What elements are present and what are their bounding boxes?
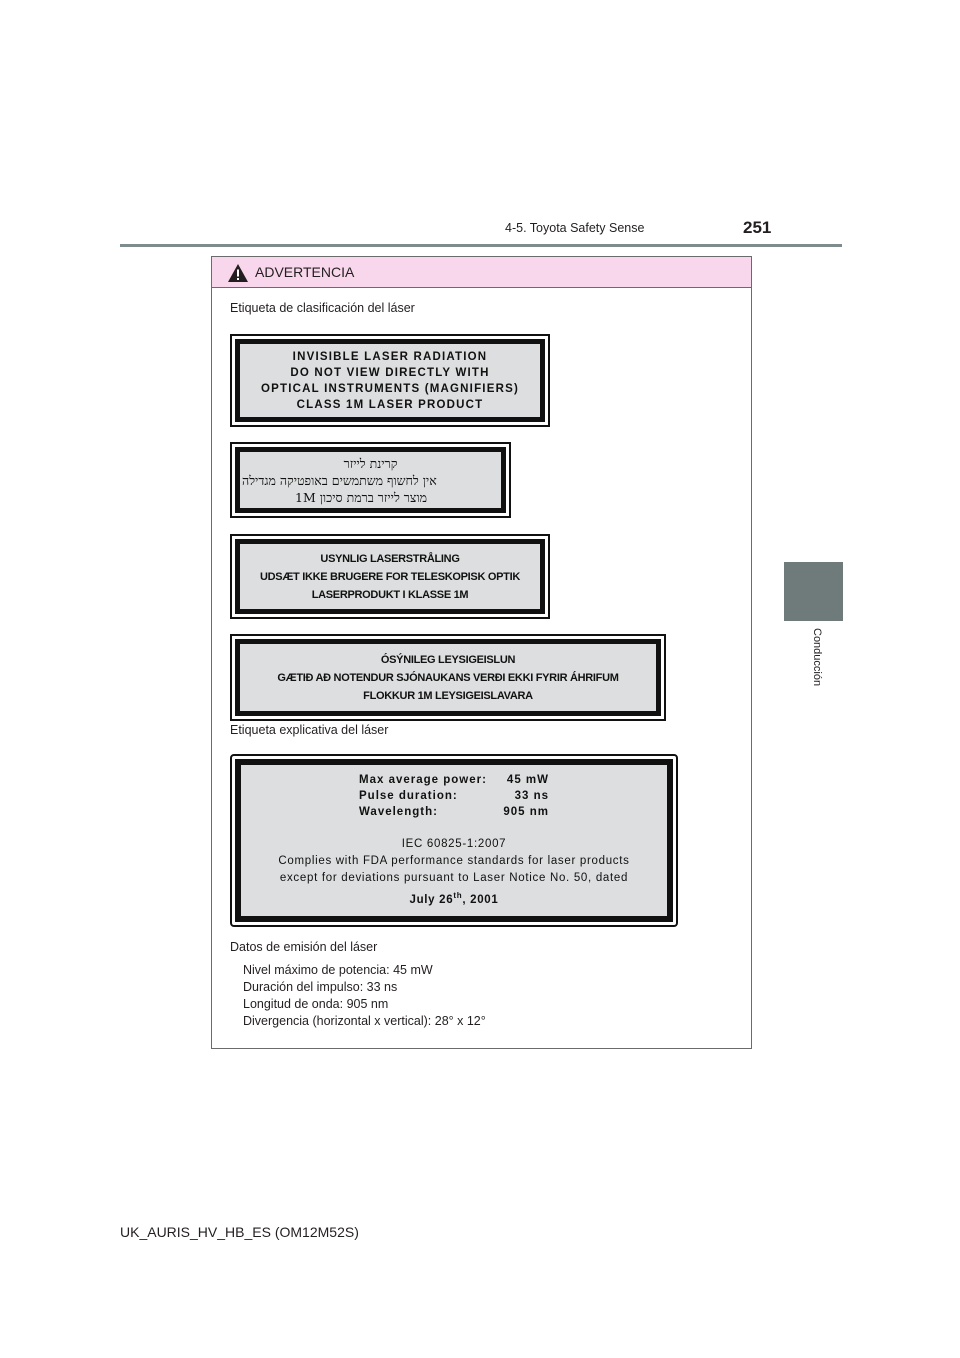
spec-row xyxy=(359,804,549,820)
explanatory-laser-label xyxy=(230,754,678,927)
label-line: ÓSÝNILEG LEYSIGEISLUN xyxy=(380,653,516,666)
icelandic-laser-label xyxy=(230,634,666,721)
label-line: INVISIBLE LASER RADIATION xyxy=(292,350,488,363)
spec-value: 905 nm xyxy=(503,806,549,819)
english-laser-label xyxy=(230,334,550,427)
emission-line: Duración del impulso: 33 ns xyxy=(243,980,398,994)
page-number: 251 xyxy=(743,218,772,237)
caption-classification: Etiqueta de clasificación del láser xyxy=(230,301,415,315)
chapter-number: 4 xyxy=(810,1141,817,1153)
spec-value: 33 ns xyxy=(514,790,549,803)
date-suffix-sup: th xyxy=(453,891,463,901)
label-line: LASERPRODUKT I KLASSE 1M xyxy=(311,588,469,601)
compliance-line: Complies with FDA performance standards for laser products xyxy=(278,855,630,868)
danish-laser-label xyxy=(230,534,550,619)
label-line: USYNLIG LASERSTRÅLING xyxy=(320,552,460,565)
emission-line: Longitud de onda: 905 nm xyxy=(243,997,389,1011)
label-line: GÆTIÐ AÐ NOTENDUR SJÓNAUKANS VERÐI EKKI FYRIR ÁHRIFUM xyxy=(277,671,619,684)
spec-value: 45 mW xyxy=(506,774,549,787)
chapter-label: Conducción xyxy=(811,628,823,687)
spec-key: Max average power: xyxy=(359,774,487,787)
warning-header xyxy=(212,257,751,288)
section-title: 4-5. Toyota Safety Sense xyxy=(505,221,645,235)
label-line: OPTICAL INSTRUMENTS (MAGNIFIERS) xyxy=(261,382,519,395)
label-line: UDSÆT IKKE BRUGERE FOR TELESKOPISK OPTIK xyxy=(260,570,520,583)
label-line: FLOKKUR 1M LEYSIGEISLAVARA xyxy=(363,689,533,702)
caption-emission: Datos de emisión del láser xyxy=(230,940,378,954)
spec-row xyxy=(359,788,549,804)
emission-line: Divergencia (horizontal x vertical): 28° x 12° xyxy=(243,1014,486,1028)
warning-triangle-icon xyxy=(227,263,249,283)
date-suffix: , 2001 xyxy=(462,893,499,906)
label-line: קרינת לייזר xyxy=(343,455,398,471)
label-line: אין לחשוף משתמשים באופטיקה מגדילה xyxy=(242,472,437,488)
spec-row xyxy=(359,772,549,788)
standard-line: IEC 60825-1:2007 xyxy=(401,838,507,851)
warning-title: ADVERTENCIA xyxy=(255,264,355,280)
date-line xyxy=(409,887,498,909)
label-line: DO NOT VIEW DIRECTLY WITH xyxy=(290,366,490,379)
label-line: CLASS 1M LASER PRODUCT xyxy=(296,398,484,411)
spec-key: Wavelength: xyxy=(359,806,438,819)
emission-line: Nivel máximo de potencia: 45 mW xyxy=(243,963,433,977)
caption-explanatory: Etiqueta explicativa del láser xyxy=(230,723,389,737)
hebrew-laser-label xyxy=(230,442,511,518)
header-divider xyxy=(120,244,842,247)
date-prefix: July 26 xyxy=(409,893,454,906)
label-line: מוצר לייזר ברמת סיכון 1M xyxy=(295,489,428,505)
spec-key: Pulse duration: xyxy=(359,790,458,803)
compliance-line: except for deviations pursuant to Laser Notice No. 50, dated xyxy=(279,872,629,885)
document-code: UK_AURIS_HV_HB_ES (OM12M52S) xyxy=(120,1224,359,1240)
